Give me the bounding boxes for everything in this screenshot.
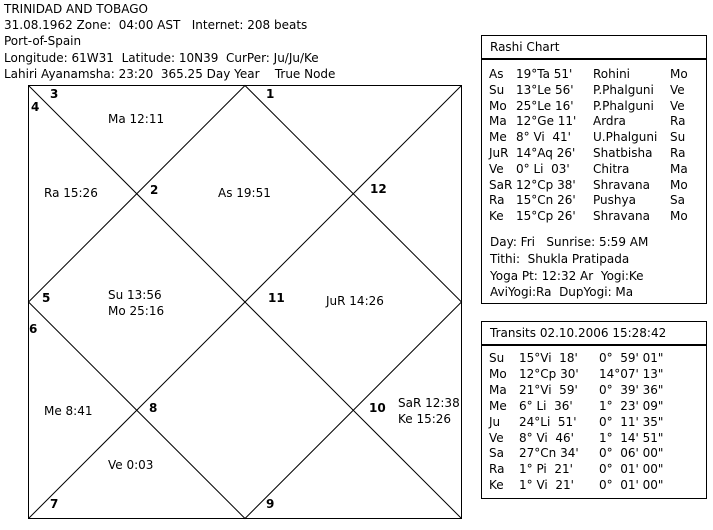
rashi-position: 13°Le 56' (516, 82, 574, 97)
rashi-planet: Me (489, 130, 507, 145)
rashi-position: 15°Cp 26' (516, 209, 576, 224)
rashi-planet: Su (489, 82, 505, 97)
transit-speed: 0° 59' 01" (599, 351, 664, 365)
rashi-nakshatra: Rohini (593, 67, 631, 81)
transit-planet: Ma (489, 382, 507, 397)
rashi-planet: Ma (489, 114, 507, 129)
rashi-position: 12°Ge 11' (516, 114, 577, 129)
rashi-nakshatra: P.Phalguni (593, 82, 654, 97)
planet-ma: Ma 12:11 (108, 112, 165, 126)
transits-title: Transits 02.10.2006 15:28:42 (490, 326, 667, 340)
transit-planet: Ra (489, 462, 505, 477)
planet-ve: Ve 0:03 (108, 458, 154, 472)
planet-jur: JuR 14:26 (326, 294, 384, 308)
transits-title-box (481, 321, 707, 345)
house-number-9: 9 (266, 497, 275, 511)
rashi-info-day: Day: Fri Sunrise: 5:59 AM (490, 235, 649, 249)
rashi-lord: Ra (670, 146, 686, 160)
house-number-12: 12 (370, 182, 387, 196)
header-country: TRINIDAD AND TOBAGO (4, 2, 149, 16)
house-number-2: 2 (150, 183, 159, 197)
transits-table-box (481, 345, 707, 499)
transit-planet: Mo (489, 366, 507, 381)
transit-speed: 0° 01' 00" (599, 462, 664, 477)
rashi-planet: Ra (489, 193, 505, 208)
house-number-1: 1 (266, 87, 275, 101)
transit-planet: Ke (489, 478, 504, 493)
transit-planet: Su (489, 351, 505, 365)
transit-position: 21°Vi 59' (519, 382, 578, 397)
rashi-info-aviyogi: AviYogi:Ra DupYogi: Ma (490, 285, 634, 299)
rashi-nakshatra: Shravana (593, 209, 650, 224)
transit-speed: 0° 39' 36" (599, 382, 664, 397)
house-number-3: 3 (50, 87, 59, 101)
rashi-lord: Mo (670, 209, 688, 224)
rashi-planet: Mo (489, 98, 507, 113)
header-date-zone: 31.08.1962 Zone: 04:00 AST Internet: 208 beats (4, 18, 308, 32)
rashi-position: 25°Le 16' (516, 98, 574, 113)
transit-position: 12°Cp 30' (519, 366, 579, 381)
planet-ra: Ra 15:26 (44, 186, 98, 200)
planet-me: Me 8:41 (44, 404, 93, 418)
transit-position: 6° Li 36' (519, 398, 573, 413)
rashi-planet: SaR (489, 177, 513, 192)
rashi-info-tithi: Tithi: Shukla Pratipada (490, 252, 630, 266)
house-number-11: 11 (268, 291, 285, 305)
rashi-position: 0° Li 03' (516, 161, 570, 176)
rashi-nakshatra: Chitra (593, 161, 630, 176)
transit-position: 15°Vi 18' (519, 351, 578, 365)
transit-position: 24°Li 51' (519, 414, 577, 429)
rashi-lord: Mo (670, 67, 688, 81)
transit-planet: Ve (489, 430, 504, 445)
header-ayanamsha: Lahiri Ayanamsha: 23:20 365.25 Day Year True Node (4, 67, 336, 81)
rashi-nakshatra: U.Phalguni (593, 130, 658, 145)
transit-speed: 0° 01' 00" (599, 478, 664, 493)
rashi-nakshatra: P.Phalguni (593, 98, 654, 113)
planet-as: As 19:51 (218, 186, 271, 200)
house-number-5: 5 (42, 291, 51, 305)
planet-sar: SaR 12:38 (398, 396, 460, 410)
transit-planet: Sa (489, 446, 504, 461)
rashi-lord: Ve (670, 82, 685, 97)
rashi-nakshatra: Shravana (593, 177, 650, 192)
house-number-10: 10 (369, 401, 386, 415)
rashi-nakshatra: Ardra (593, 114, 626, 129)
transit-position: 1° Pi 21' (519, 462, 573, 477)
rashi-lord: Su (670, 130, 686, 145)
house-number-6: 6 (29, 322, 38, 336)
rashi-planet: As (489, 67, 504, 81)
rashi-position: 14°Aq 26' (516, 146, 576, 160)
header-city: Port-of-Spain (4, 34, 82, 48)
transit-speed: 1° 23' 09" (599, 398, 664, 413)
transit-position: 8° Vi 46' (519, 430, 574, 445)
transit-position: 27°Cn 34' (519, 446, 579, 461)
rashi-title-box (481, 35, 707, 59)
rashi-planet: Ke (489, 209, 504, 224)
rashi-lord: Mo (670, 177, 688, 192)
rashi-nakshatra: Pushya (593, 193, 636, 208)
rashi-lord: Ve (670, 98, 685, 113)
house-number-4: 4 (31, 100, 40, 114)
header-coords: Longitude: 61W31 Latitude: 10N39 CurPer: Ju/Ju/Ke (4, 51, 319, 65)
rashi-title: Rashi Chart (490, 40, 560, 54)
transit-planet: Ju (489, 414, 501, 429)
rashi-planet: Ve (489, 161, 504, 176)
transit-planet: Me (489, 398, 507, 413)
rashi-lord: Ra (670, 114, 686, 129)
transit-speed: 14°07' 13" (599, 366, 664, 381)
transit-speed: 0° 11' 35" (599, 414, 664, 429)
transit-speed: 1° 14' 51" (599, 430, 664, 445)
planet-ke: Ke 15:26 (398, 412, 452, 426)
rashi-position: 12°Cp 38' (516, 177, 576, 192)
rashi-position: 8° Vi 41' (516, 130, 571, 145)
rashi-nakshatra: Shatbisha (593, 146, 653, 160)
planet-mo: Mo 25:16 (108, 304, 165, 318)
rashi-table-box (481, 59, 707, 304)
house-number-8: 8 (149, 401, 158, 415)
transit-speed: 0° 06' 00" (599, 446, 664, 461)
rashi-lord: Sa (670, 193, 685, 208)
house-number-7: 7 (50, 497, 59, 511)
rashi-position: 15°Cn 26' (516, 193, 576, 208)
transit-position: 1° Vi 21' (519, 478, 574, 493)
rashi-position: 19°Ta 51' (516, 67, 573, 81)
rashi-info-yoga: Yoga Pt: 12:32 Ar Yogi:Ke (490, 269, 644, 283)
planet-su: Su 13:56 (108, 288, 162, 302)
rashi-planet: JuR (489, 146, 509, 160)
rashi-lord: Ma (670, 161, 688, 176)
